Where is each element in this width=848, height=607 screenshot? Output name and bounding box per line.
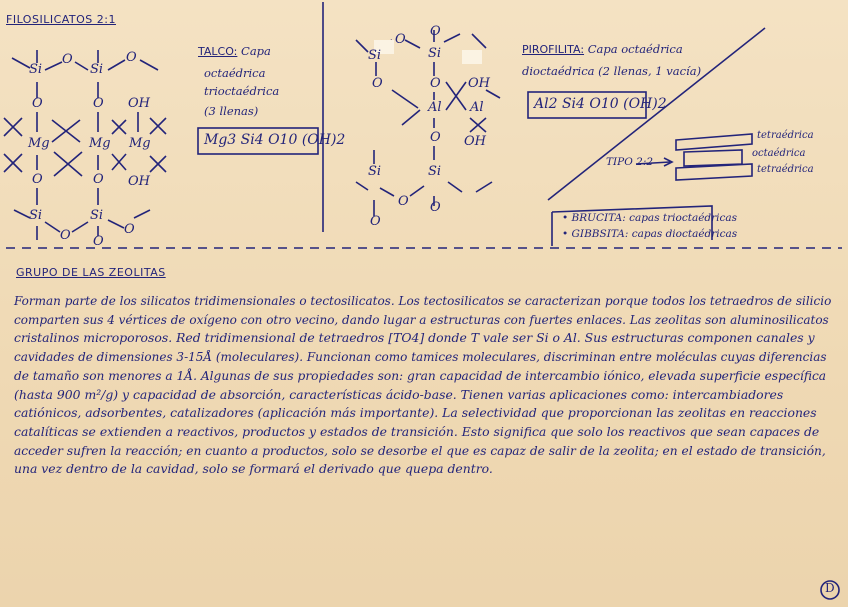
gibbsita-line: • GIBBSITA: capas dioctaédricas — [562, 228, 738, 240]
atom-o: O — [62, 52, 73, 67]
zeolitas-title: GRUPO DE LAS ZEOLITAS — [16, 266, 166, 279]
atom-mg: Mg — [28, 136, 50, 151]
pirofilita-line: dioctaédrica (2 llenas, 1 vacía) — [522, 64, 702, 78]
zeolitas-body — [14, 292, 832, 479]
atom-si: Si — [428, 164, 442, 179]
tipo-label: TIPO 2:2 — [606, 156, 654, 168]
zeolitas-line: comparten sus 4 vértices de oxígeno con otro vecino, dando lugar a estructuras con fuertes enlaces. Las zeolitas son aluminosilicatos — [14, 312, 829, 327]
atom-oh: OH — [464, 134, 486, 149]
zeolitas-line: una vez dentro de la cavidad, solo se formará el derivado que quepa dentro. — [14, 461, 493, 477]
atom-o: O — [126, 50, 137, 65]
atom-oh: OH — [128, 96, 150, 111]
atom-o: O — [430, 76, 441, 91]
pirofilita-line: Capa octaédrica — [587, 42, 683, 56]
talco-heading-line — [198, 44, 271, 59]
zeolitas-line: catalíticas se extienden a reactivos, productos y estados de transición. Esto significa que solo los reactivos que sean capaces de — [14, 423, 820, 439]
atom-si: Si — [368, 48, 382, 63]
atom-o: O — [395, 32, 406, 47]
atom-oh: OH — [128, 174, 150, 189]
talco-line: Capa — [241, 44, 271, 58]
atom-oh: OH — [468, 76, 490, 91]
talco-formula: Mg3 Si4 O10 (OH)2 — [204, 132, 346, 148]
atom-o: O — [398, 194, 409, 209]
atom-si: Si — [90, 208, 104, 223]
atom-o: O — [430, 130, 441, 145]
atom-o: O — [430, 24, 441, 39]
atom-o: O — [93, 96, 104, 111]
page-mark: D — [825, 581, 835, 595]
talco-line: trioctaédrica — [204, 84, 280, 98]
filosilicatos-title: FILOSILICATOS 2:1 — [6, 13, 116, 26]
zeolitas-line: Forman parte de los silicatos tridimensionales o tectosilicatos. Los tectosilicatos se caracterizan porque todos los tetraedros de silicio — [14, 294, 832, 308]
pirofilita-heading: PIROFILITA: — [522, 43, 585, 56]
zeolitas-line: (hasta 900 m²/g) y capacidad de absorción, características ácido-base. Tienen varias aplicaciones como: intercambiadores — [14, 386, 784, 402]
zeolitas-line: acceder sufren la reacción; en cuanto a productos, solo se desorbe el que es capaz de salir de la zeolita; en el estado de transición, — [14, 443, 826, 458]
zeolitas-line: de tamaño son menores a 1Å. Algunas de sus propiedades son: gran capacidad de intercambio iónico, elevada superficie específica — [14, 368, 827, 383]
atom-si: Si — [90, 62, 104, 77]
atom-o: O — [370, 214, 381, 229]
atom-si: Si — [29, 208, 43, 223]
atom-o: O — [124, 222, 135, 237]
talco-heading: TALCO: — [198, 45, 238, 58]
brucita-line: • BRUCITA: capas trioctaédricas — [562, 212, 738, 224]
atom-mg: Mg — [129, 136, 151, 151]
atom-mg: Mg — [89, 136, 111, 151]
atom-al: Al — [428, 100, 442, 115]
atom-o: O — [32, 172, 43, 187]
atom-o: O — [32, 96, 43, 111]
talco-line: (3 llenas) — [204, 104, 259, 118]
layer-label-middle: octaédrica — [752, 148, 806, 159]
atom-o: O — [93, 234, 104, 249]
layer-stack-diagram — [636, 134, 752, 180]
atom-o: O — [60, 228, 71, 243]
atom-si: Si — [29, 62, 43, 77]
atom-si: Si — [428, 46, 442, 61]
atom-si: Si — [368, 164, 382, 179]
zeolitas-line: cristalinos microporosos. Red tridimensional de tetraedros [TO4] donde T vale ser Si o Al. Sus estructuras componen canales y — [14, 330, 815, 346]
layer-label-bottom: tetraédrica — [757, 164, 814, 175]
zeolitas-line: catiónicos, adsorbentes, catalizadores (aplicación más importante). La selectividad que proporcionan las zeolitas en reacciones — [14, 405, 817, 421]
zeolitas-line: cavidades de dimensiones 3-15Å (moleculares). Funcionan como tamices moleculares, discriminan entre moléculas cuyas diferencias — [14, 350, 827, 365]
pirofilita-heading-line — [522, 42, 683, 57]
layer-label-top: tetraédrica — [757, 130, 814, 141]
atom-o: O — [93, 172, 104, 187]
pirofilita-formula: Al2 Si4 O10 (OH)2 — [534, 96, 667, 112]
talco-line: octaédrica — [204, 66, 266, 80]
atom-o: O — [430, 200, 441, 215]
atom-al: Al — [470, 100, 484, 115]
atom-o: O — [372, 76, 383, 91]
